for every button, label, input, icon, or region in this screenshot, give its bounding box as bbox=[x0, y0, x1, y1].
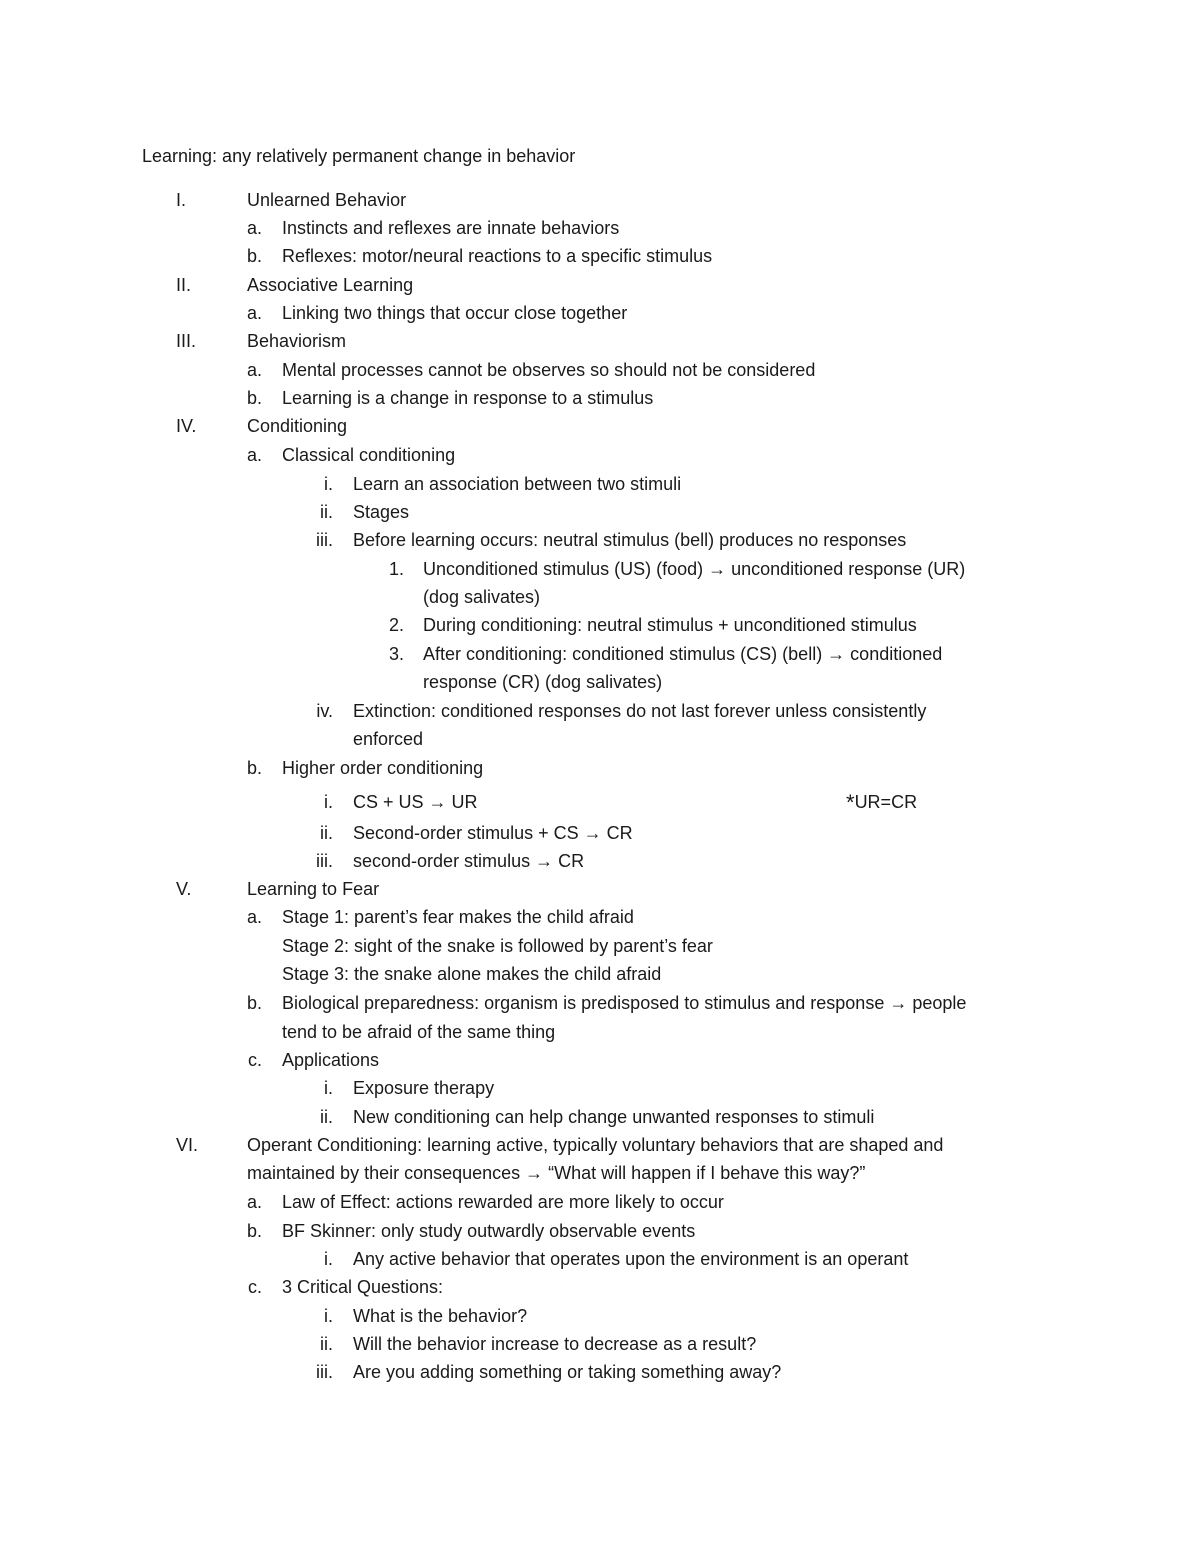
outline-label: b. bbox=[246, 758, 262, 778]
outline-text: (dog salivates) bbox=[423, 587, 541, 607]
outline-label: III. bbox=[176, 331, 197, 351]
outline-label: i. bbox=[324, 1249, 333, 1269]
outline-text: New conditioning can help change unwanted responses to stimuli bbox=[353, 1107, 875, 1127]
outline-text: Instincts and reflexes are innate behaviors bbox=[282, 218, 620, 238]
outline-label: 2. bbox=[388, 615, 404, 635]
outline-label: a. bbox=[246, 303, 262, 323]
outline-label: iii. bbox=[316, 1362, 333, 1382]
outline-text: Stage 3: the snake alone makes the child afraid bbox=[282, 964, 662, 984]
outline-text: Stages bbox=[353, 502, 410, 522]
outline-text: Unconditioned stimulus (US) (food) → unconditioned response (UR) bbox=[423, 559, 966, 579]
outline-label: i. bbox=[324, 792, 333, 812]
outline-label: ii. bbox=[320, 1107, 333, 1127]
outline-label: a. bbox=[246, 445, 262, 465]
outline-text: Unlearned Behavior bbox=[247, 190, 407, 210]
outline-label: iii. bbox=[316, 851, 333, 871]
side-note-star: * bbox=[846, 790, 855, 815]
outline-text: Stage 2: sight of the snake is followed by parent’s fear bbox=[282, 936, 713, 956]
outline-label: ii. bbox=[320, 1334, 333, 1354]
outline-label: a. bbox=[246, 360, 262, 380]
outline-label: iv. bbox=[316, 701, 333, 721]
outline-text: Learning is a change in response to a stimulus bbox=[282, 388, 654, 408]
outline-text: Learn an association between two stimuli bbox=[353, 474, 682, 494]
outline-label: b. bbox=[246, 1221, 262, 1241]
outline-text: Second-order stimulus + CS → CR bbox=[353, 823, 633, 843]
outline-label: ii. bbox=[320, 823, 333, 843]
outline-text: During conditioning: neutral stimulus + unconditioned stimulus bbox=[423, 615, 917, 635]
outline-label: ii. bbox=[320, 502, 333, 522]
outline-label: IV. bbox=[176, 416, 197, 436]
outline-text: Higher order conditioning bbox=[282, 758, 484, 778]
outline-label: 3. bbox=[388, 644, 404, 664]
outline-text: CS + US → UR bbox=[353, 792, 478, 812]
side-note-text: UR=CR bbox=[854, 792, 918, 812]
outline-text: BF Skinner: only study outwardly observable events bbox=[282, 1221, 696, 1241]
outline-label: 1. bbox=[388, 559, 404, 579]
outline-text: Are you adding something or taking something away? bbox=[353, 1362, 782, 1382]
outline-label: iii. bbox=[316, 530, 333, 550]
outline-text: Applications bbox=[282, 1050, 380, 1070]
outline-text: tend to be afraid of the same thing bbox=[282, 1022, 556, 1042]
outline-label: II. bbox=[176, 275, 192, 295]
outline-text: Will the behavior increase to decrease as a result? bbox=[353, 1334, 757, 1354]
outline-text: enforced bbox=[353, 729, 424, 749]
outline-label: VI. bbox=[176, 1135, 199, 1155]
outline-label: i. bbox=[324, 1306, 333, 1326]
outline-text: maintained by their consequences → “What will happen if I behave this way?” bbox=[247, 1163, 866, 1183]
outline-text: Reflexes: motor/neural reactions to a specific stimulus bbox=[282, 246, 713, 266]
outline-text: Any active behavior that operates upon the environment is an operant bbox=[353, 1249, 909, 1269]
outline-text: Exposure therapy bbox=[353, 1078, 495, 1098]
outline-text: Classical conditioning bbox=[282, 445, 456, 465]
side-note bbox=[846, 791, 917, 814]
outline-label: b. bbox=[246, 993, 262, 1013]
outline-text: After conditioning: conditioned stimulus (CS) (bell) → conditioned bbox=[423, 644, 943, 664]
outline-text: response (CR) (dog salivates) bbox=[423, 672, 663, 692]
outline-text: Before learning occurs: neutral stimulus (bell) produces no responses bbox=[353, 530, 907, 550]
outline-text: What is the behavior? bbox=[353, 1306, 528, 1326]
outline-label: I. bbox=[176, 190, 187, 210]
outline-text: Associative Learning bbox=[247, 275, 414, 295]
outline-text: Mental processes cannot be observes so should not be considered bbox=[282, 360, 816, 380]
outline-text: Linking two things that occur close together bbox=[282, 303, 628, 323]
outline-label: i. bbox=[324, 474, 333, 494]
page-title: Learning: any relatively permanent change in behavior bbox=[142, 146, 576, 166]
outline-text: Conditioning bbox=[247, 416, 348, 436]
outline-text: Stage 1: parent’s fear makes the child afraid bbox=[282, 907, 634, 927]
outline-label: c. bbox=[247, 1277, 262, 1297]
outline-text: Operant Conditioning: learning active, typically voluntary behaviors that are shaped and bbox=[247, 1135, 944, 1155]
outline-label: b. bbox=[246, 388, 262, 408]
outline-text: 3 Critical Questions: bbox=[282, 1277, 444, 1297]
outline-label: a. bbox=[246, 218, 262, 238]
outline-text: Biological preparedness: organism is predisposed to stimulus and response → people bbox=[282, 993, 967, 1013]
outline-text: Learning to Fear bbox=[247, 879, 380, 899]
outline-label: b. bbox=[246, 246, 262, 266]
outline-label: i. bbox=[324, 1078, 333, 1098]
outline-text: Law of Effect: actions rewarded are more likely to occur bbox=[282, 1192, 724, 1212]
outline-label: c. bbox=[247, 1050, 262, 1070]
outline-label: V. bbox=[176, 879, 192, 899]
outline-text: second-order stimulus → CR bbox=[353, 851, 585, 871]
outline-text: Extinction: conditioned responses do not last forever unless consistently bbox=[353, 701, 927, 721]
outline-text: Behaviorism bbox=[247, 331, 347, 351]
outline-label: a. bbox=[246, 907, 262, 927]
outline-label: a. bbox=[246, 1192, 262, 1212]
